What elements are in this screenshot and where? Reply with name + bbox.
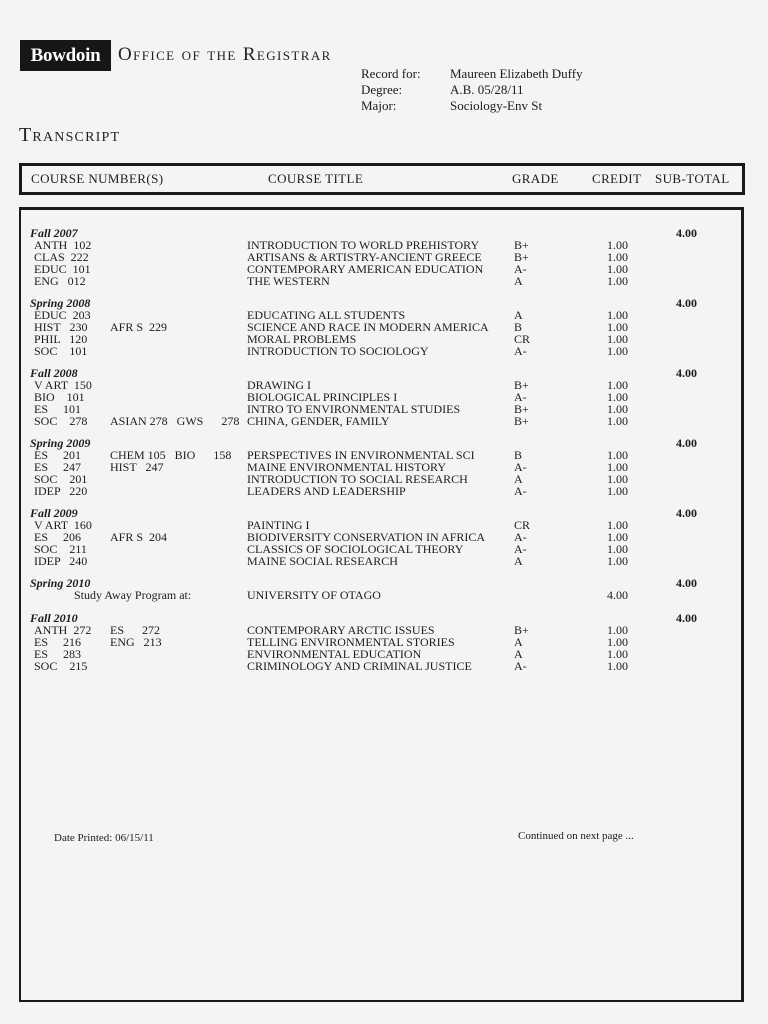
course-number: CLAS 222 bbox=[34, 250, 89, 264]
course-grade: A bbox=[514, 472, 523, 486]
course-number: BIO 101 bbox=[34, 390, 85, 404]
course-title: INTRODUCTION TO SOCIOLOGY bbox=[247, 344, 429, 358]
course-row bbox=[0, 263, 768, 275]
term-name: Spring 2009 bbox=[30, 436, 91, 450]
cross-listing: ES 272 bbox=[110, 623, 161, 637]
course-number: SOC 278 bbox=[34, 414, 88, 428]
course-grade: B+ bbox=[514, 250, 529, 264]
major-row bbox=[361, 98, 583, 114]
col-subtotal: SUB-TOTAL bbox=[655, 171, 730, 186]
transcript-title: Transcript bbox=[19, 124, 121, 146]
course-number: ENG 012 bbox=[34, 274, 86, 288]
course-grade: A- bbox=[514, 344, 527, 358]
course-number: ES 101 bbox=[34, 402, 82, 416]
course-credit: 1.00 bbox=[607, 554, 628, 568]
course-number: ANTH 102 bbox=[34, 238, 92, 252]
course-title: THE WESTERN bbox=[247, 274, 330, 288]
course-number: Study Away Program at: bbox=[74, 588, 192, 602]
course-grade: B bbox=[514, 448, 523, 462]
term-subtotal: 4.00 bbox=[676, 366, 697, 380]
term-block bbox=[0, 437, 768, 507]
course-title: BIODIVERSITY CONSERVATION IN AFRICA bbox=[247, 530, 486, 544]
course-credit: 1.00 bbox=[607, 472, 628, 486]
course-title: CLASSICS OF SOCIOLOGICAL THEORY bbox=[247, 542, 464, 556]
course-row bbox=[0, 415, 768, 427]
course-title: ARTISANS & ARTISTRY-ANCIENT GREECE bbox=[247, 250, 482, 264]
course-credit: 1.00 bbox=[607, 238, 628, 252]
term-subtotal: 4.00 bbox=[676, 296, 697, 310]
course-credit: 1.00 bbox=[607, 402, 628, 416]
course-credit: 1.00 bbox=[607, 530, 628, 544]
course-grade: A bbox=[514, 274, 523, 288]
term-subtotal: 4.00 bbox=[676, 506, 697, 520]
course-row bbox=[0, 589, 768, 601]
course-number: IDEP 220 bbox=[34, 484, 88, 498]
record-for-value: Maureen Elizabeth Duffy bbox=[450, 66, 583, 81]
course-number: SOC 215 bbox=[34, 659, 88, 673]
course-number: EDUC 203 bbox=[34, 308, 91, 322]
term-name: Spring 2010 bbox=[30, 576, 91, 590]
course-grade: B+ bbox=[514, 623, 529, 637]
course-title: TELLING ENVIRONMENTAL STORIES bbox=[247, 635, 455, 649]
course-credit: 1.00 bbox=[607, 414, 628, 428]
course-grade: A bbox=[514, 554, 523, 568]
course-title: LEADERS AND LEADERSHIP bbox=[247, 484, 406, 498]
course-grade: B bbox=[514, 320, 523, 334]
course-number: SOC 201 bbox=[34, 472, 88, 486]
term-block bbox=[0, 297, 768, 367]
course-grade: A bbox=[514, 647, 523, 661]
course-title: ENVIRONMENTAL EDUCATION bbox=[247, 647, 422, 661]
course-grade: CR bbox=[514, 518, 531, 532]
course-row bbox=[0, 345, 768, 357]
course-number: ES 216 bbox=[34, 635, 82, 649]
course-credit: 1.00 bbox=[607, 484, 628, 498]
course-credit: 1.00 bbox=[607, 518, 628, 532]
course-grade: A- bbox=[514, 542, 527, 556]
course-credit: 1.00 bbox=[607, 378, 628, 392]
course-row bbox=[0, 485, 768, 497]
course-credit: 1.00 bbox=[607, 250, 628, 264]
course-credit: 1.00 bbox=[607, 460, 628, 474]
cross-listing: ASIAN 278 GWS 278 bbox=[110, 414, 240, 428]
major-label: Major: bbox=[361, 98, 397, 113]
term-subtotal: 4.00 bbox=[676, 611, 697, 625]
course-credit: 1.00 bbox=[607, 623, 628, 637]
major-value: Sociology-Env St bbox=[450, 98, 543, 113]
course-credit: 1.00 bbox=[607, 635, 628, 649]
continued-note: Continued on next page ... bbox=[518, 830, 634, 842]
course-title: INTRODUCTION TO WORLD PREHISTORY bbox=[247, 238, 480, 252]
term-block bbox=[0, 612, 768, 682]
course-grade: A- bbox=[514, 262, 527, 276]
degree-label: Degree: bbox=[361, 82, 403, 97]
course-grade: A bbox=[514, 308, 523, 322]
course-number: EDUC 101 bbox=[34, 262, 91, 276]
course-row bbox=[0, 275, 768, 287]
course-credit: 1.00 bbox=[607, 332, 628, 346]
course-grade: CR bbox=[514, 332, 531, 346]
course-grade: A- bbox=[514, 530, 527, 544]
course-number: ES 206 bbox=[34, 530, 82, 544]
course-grade: A- bbox=[514, 484, 527, 498]
course-title: MAINE ENVIRONMENTAL HISTORY bbox=[247, 460, 447, 474]
course-title: PAINTING I bbox=[247, 518, 310, 532]
course-title: PERSPECTIVES IN ENVIRONMENTAL SCI bbox=[247, 448, 475, 462]
course-title: CONTEMPORARY AMERICAN EDUCATION bbox=[247, 262, 484, 276]
term-name: Spring 2008 bbox=[30, 296, 91, 310]
term-block bbox=[0, 227, 768, 297]
course-credit: 1.00 bbox=[607, 320, 628, 334]
course-title: BIOLOGICAL PRINCIPLES I bbox=[247, 390, 398, 404]
course-row bbox=[0, 660, 768, 672]
course-number: V ART 150 bbox=[34, 378, 92, 392]
course-number: V ART 160 bbox=[34, 518, 92, 532]
cross-listing: ENG 213 bbox=[110, 635, 162, 649]
course-grade: B+ bbox=[514, 238, 529, 252]
course-grade: A- bbox=[514, 460, 527, 474]
record-for-label: Record for: bbox=[361, 66, 421, 81]
column-header-bar bbox=[19, 163, 745, 195]
col-grade: GRADE bbox=[512, 171, 559, 186]
course-title: SCIENCE AND RACE IN MODERN AMERICA bbox=[247, 320, 489, 334]
term-subtotal: 4.00 bbox=[676, 436, 697, 450]
term-subtotal: 4.00 bbox=[676, 576, 697, 590]
course-credit: 1.00 bbox=[607, 308, 628, 322]
course-grade: B+ bbox=[514, 402, 529, 416]
course-title: INTRO TO ENVIRONMENTAL STUDIES bbox=[247, 402, 461, 416]
course-credit: 1.00 bbox=[607, 274, 628, 288]
col-credit: CREDIT bbox=[592, 171, 642, 186]
degree-value: A.B. 05/28/11 bbox=[450, 82, 524, 97]
office-title: Office of the Registrar bbox=[118, 44, 332, 65]
course-grade: B+ bbox=[514, 414, 529, 428]
term-name: Fall 2009 bbox=[30, 506, 78, 520]
course-number: IDEP 240 bbox=[34, 554, 88, 568]
cross-listing: CHEM 105 BIO 158 bbox=[110, 448, 232, 462]
course-credit: 1.00 bbox=[607, 262, 628, 276]
course-grade: B+ bbox=[514, 378, 529, 392]
course-number: ES 283 bbox=[34, 647, 82, 661]
col-course-number: COURSE NUMBER(S) bbox=[31, 171, 164, 186]
course-grade: A- bbox=[514, 659, 527, 673]
course-credit: 1.00 bbox=[607, 390, 628, 404]
course-title: MORAL PROBLEMS bbox=[247, 332, 357, 346]
course-number: SOC 211 bbox=[34, 542, 87, 556]
cross-listing: HIST 247 bbox=[110, 460, 164, 474]
course-title: CHINA, GENDER, FAMILY bbox=[247, 414, 390, 428]
course-credit: 1.00 bbox=[607, 659, 628, 673]
course-number: SOC 101 bbox=[34, 344, 88, 358]
course-credit: 1.00 bbox=[607, 448, 628, 462]
degree-row bbox=[361, 82, 583, 98]
course-grade: A bbox=[514, 635, 523, 649]
course-title: CRIMINOLOGY AND CRIMINAL JUSTICE bbox=[247, 659, 472, 673]
bowdoin-logo: Bowdoin bbox=[20, 40, 111, 71]
date-printed: Date Printed: 06/15/11 bbox=[54, 832, 154, 844]
student-record-block bbox=[361, 66, 583, 114]
course-title: MAINE SOCIAL RESEARCH bbox=[247, 554, 398, 568]
course-title: INTRODUCTION TO SOCIAL RESEARCH bbox=[247, 472, 468, 486]
term-block bbox=[0, 367, 768, 437]
course-title: UNIVERSITY OF OTAGO bbox=[247, 588, 381, 602]
course-row bbox=[0, 555, 768, 567]
course-credit: 1.00 bbox=[607, 344, 628, 358]
term-block bbox=[0, 507, 768, 577]
course-grade: A- bbox=[514, 390, 527, 404]
course-number: HIST 230 bbox=[34, 320, 88, 334]
course-number: PHIL 120 bbox=[34, 332, 88, 346]
term-name: Fall 2008 bbox=[30, 366, 78, 380]
course-credit: 1.00 bbox=[607, 647, 628, 661]
course-title: DRAWING I bbox=[247, 378, 312, 392]
course-credit: 1.00 bbox=[607, 542, 628, 556]
course-title: EDUCATING ALL STUDENTS bbox=[247, 308, 406, 322]
cross-listing: AFR S 229 bbox=[110, 320, 168, 334]
cross-listing: AFR S 204 bbox=[110, 530, 168, 544]
course-credit: 4.00 bbox=[607, 588, 628, 602]
course-number: ES 201 bbox=[34, 448, 82, 462]
record-for-row bbox=[361, 66, 583, 82]
course-number: ANTH 272 bbox=[34, 623, 92, 637]
term-name: Fall 2010 bbox=[30, 611, 78, 625]
term-name: Fall 2007 bbox=[30, 226, 78, 240]
term-subtotal: 4.00 bbox=[676, 226, 697, 240]
course-title: CONTEMPORARY ARCTIC ISSUES bbox=[247, 623, 435, 637]
course-number: ES 247 bbox=[34, 460, 82, 474]
col-course-title: COURSE TITLE bbox=[268, 171, 364, 186]
course-row bbox=[0, 321, 768, 333]
